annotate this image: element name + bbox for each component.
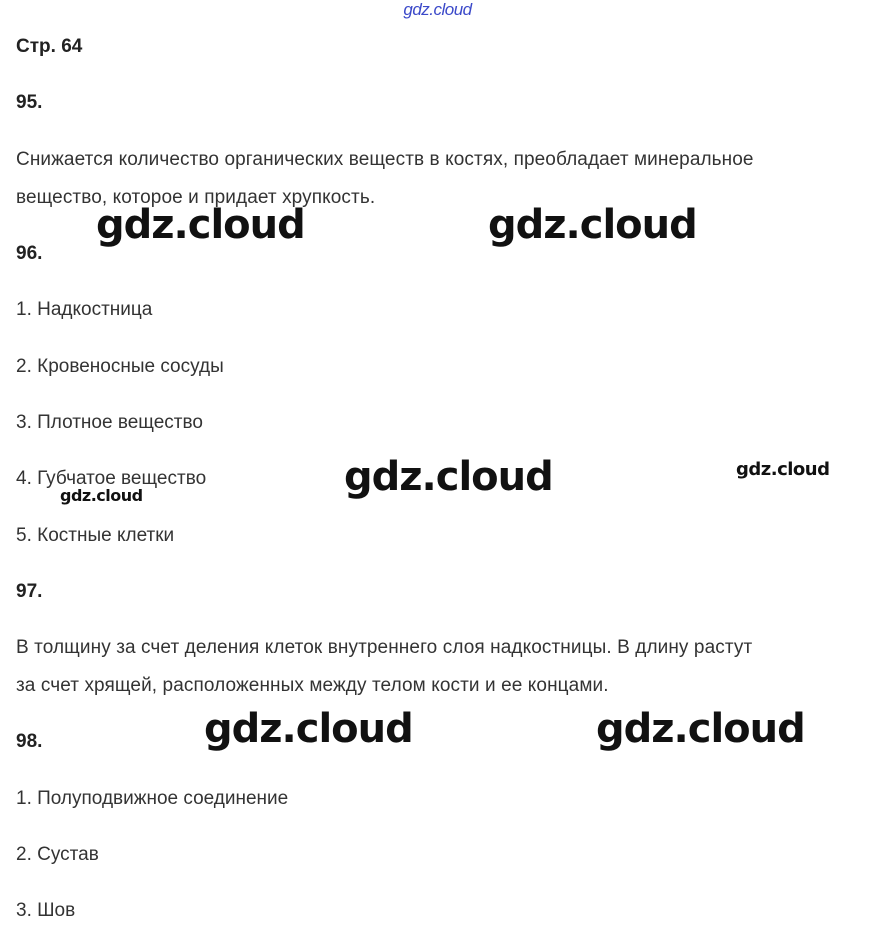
answer-97-line-2: за счет хрящей, расположенных между телом кости и ее концами. xyxy=(16,675,609,696)
answer-95-line-1: Снижается количество органических веществ в костях, преобладает минеральное xyxy=(16,149,754,170)
answer-96-item-4: 4. Губчатое вещество xyxy=(16,468,207,489)
watermark: gdz.cloud xyxy=(96,202,305,248)
watermark: gdz.cloud xyxy=(60,486,143,505)
answer-96-item-3: 3. Плотное вещество xyxy=(16,412,203,433)
question-number-95: 95. xyxy=(16,92,43,113)
answer-98-item-3: 3. Шов xyxy=(16,900,76,921)
answer-96-item-5: 5. Костные клетки xyxy=(16,525,175,546)
question-number-98: 98. xyxy=(16,731,43,752)
watermark: gdz.cloud xyxy=(488,202,697,248)
page-label: Стр. 64 xyxy=(16,36,83,57)
answer-98-item-1: 1. Полуподвижное соединение xyxy=(16,788,289,809)
answer-95-line-2: вещество, которое и придает хрупкость. xyxy=(16,187,376,208)
answer-96-item-1: 1. Надкостница xyxy=(16,299,153,320)
answer-96-item-2: 2. Кровеносные сосуды xyxy=(16,356,224,377)
watermark: gdz.cloud xyxy=(596,706,805,752)
watermark: gdz.cloud xyxy=(344,454,553,500)
answer-97-line-1: В толщину за счет деления клеток внутреннего слоя надкостницы. В длину растут xyxy=(16,637,753,658)
answer-98-item-2: 2. Сустав xyxy=(16,844,99,865)
watermark: gdz.cloud xyxy=(204,706,413,752)
question-number-96: 96. xyxy=(16,243,43,264)
watermark: gdz.cloud xyxy=(736,459,830,480)
top-watermark: gdz.cloud xyxy=(403,0,472,19)
question-number-97: 97. xyxy=(16,581,43,602)
